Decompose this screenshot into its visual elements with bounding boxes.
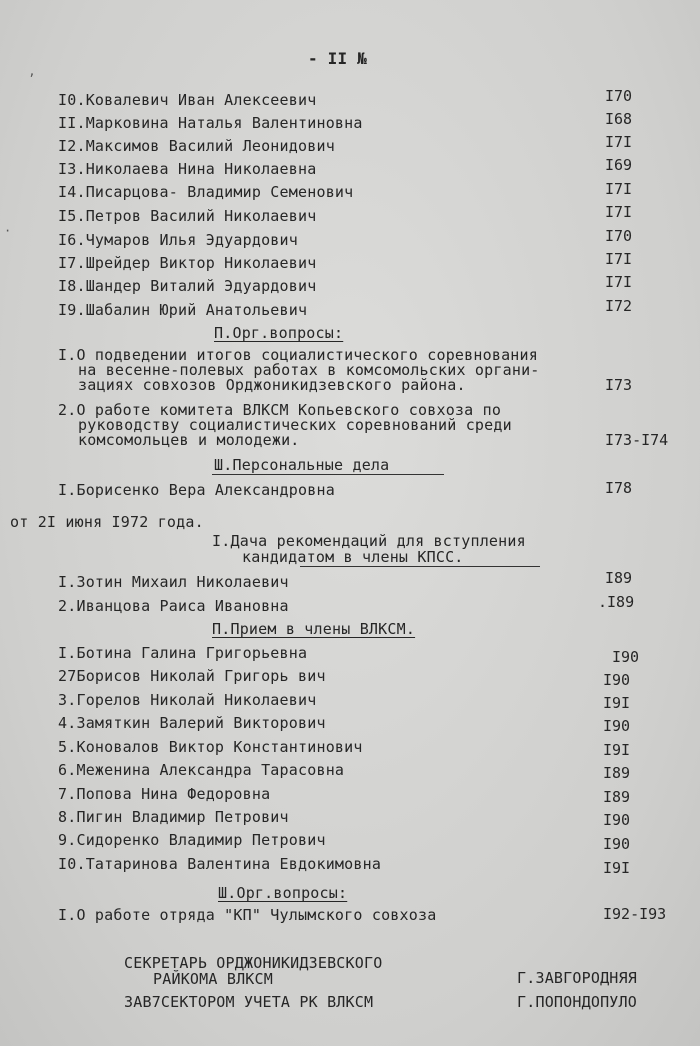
list-item: I.Ботина Галина Григорьевна [58,644,308,662]
page-ref: I7I [605,180,633,198]
page-ref: I73 [605,376,633,394]
date-heading: от 2I июня I972 года. [10,513,204,531]
list-item: I6.Чумаров Илья Эдуардович [58,231,298,249]
page-ref: I90 [603,811,631,829]
section-heading-personal: Ш.Персональные дела [214,456,390,474]
page-ref: I9I [603,741,631,759]
list-item: 4.Замяткин Валерий Викторович [58,714,326,732]
section-underline [212,474,444,475]
list-item: I.Зотин Михаил Николаевич [58,573,289,591]
list-item: 7.Попова Нина Федоровна [58,785,271,803]
page-ref: I89 [603,764,631,782]
page-ref: I92-I93 [603,905,667,923]
section-heading-admission: П.Прием в члены ВЛКСМ. [212,620,416,638]
list-item: I4.Писарцова- Владимир Семенович [58,183,354,201]
org1-item-2-line-1: 2.О работе комитета ВЛКСМ Копьевского совхоза по [58,401,502,419]
page-ref: I9I [603,859,631,877]
page-ref: I69 [605,156,633,174]
list-item: 3.Горелов Николай Николаевич [58,691,317,709]
section-heading-org2: Ш.Орг.вопросы: [218,884,348,902]
list-item: I3.Николаева Нина Николаевна [58,160,317,178]
org1-item-1-line-1: I.О подведении итогов социалистического соревнования [58,346,538,364]
page-ref: I90 [603,717,631,735]
page-ref: I70 [605,87,633,105]
page-ref: I9I [603,694,631,712]
list-item: 9.Сидоренко Владимир Петрович [58,831,326,849]
section-underline [300,566,540,567]
stray-mark: · [4,224,12,238]
page-ref: I73-I74 [605,431,669,449]
page-ref: I70 [605,227,633,245]
org1-item-1-line-2: на весенне-полевых работах в комсомольских органи- [78,361,540,379]
stray-mark: ʼ [28,72,36,86]
section-heading-org1: П.Орг.вопросы: [214,324,344,342]
page-ref: I89 [605,569,633,587]
list-item: I8.Шандер Виталий Эдуардович [58,277,317,295]
page-ref: I90 [612,648,640,666]
list-item: I9.Шабалин Юрий Анатольевич [58,301,308,319]
page-ref: I89 [603,788,631,806]
org1-item-2-line-2: руководству социалистических соревнований среди [78,416,512,434]
list-item: 2.Иванцова Раиса Ивановна [58,597,289,615]
list-item: I5.Петров Василий Николаевич [58,207,317,225]
signature-title-line-2: РАЙКОМА ВЛКСМ [153,970,273,988]
list-item: 8.Пигин Владимир Петрович [58,808,289,826]
list-item: I7.Шрейдер Виктор Николаевич [58,254,317,272]
list-item: I0.Татаринова Валентина Евдокимовна [58,855,382,873]
page-ref: I90 [603,671,631,689]
org1-item-1-line-3: зациях совхозов Орджоникидзевского района. [78,376,466,394]
list-item: I.О работе отряда "КП" Чулымского совхоза [58,906,437,924]
list-item: I2.Максимов Василий Леонидович [58,137,335,155]
page-number: - II № [308,49,367,68]
page-ref: I7I [605,273,633,291]
page-ref: I90 [603,835,631,853]
signature-title-line-3: ЗАВ7СЕКТОРОМ УЧЕТА РК ВЛКСМ [124,993,374,1011]
list-item: 5.Коновалов Виктор Константинович [58,738,363,756]
page-ref: .I89 [598,593,635,611]
page-ref: I7I [605,133,633,151]
page-ref: I7I [605,250,633,268]
page-ref: I68 [605,110,633,128]
list-item: II.Марковина Наталья Валентиновна [58,114,363,132]
page-ref: I72 [605,297,633,315]
signature-name-2: Г.ПОПОНДОПУЛО [517,993,637,1011]
section-heading-recommend-line-1: I.Дача рекомендаций для вступления [212,532,526,550]
section-heading-recommend-line-2: кандидатом в члены КПСС. [242,548,464,566]
page-ref: I78 [605,479,633,497]
list-item: 6.Меженина Александра Тарасовна [58,761,345,779]
signature-title-line-1: СЕКРЕТАРЬ ОРДЖОНИКИДЗЕВСКОГО [124,954,383,972]
list-item: I0.Ковалевич Иван Алексеевич [58,91,317,109]
list-item: 27Борисов Николай Григорь вич [58,667,326,685]
org1-item-2-line-3: комсомольцев и молодежи. [78,431,300,449]
signature-name-1: Г.ЗАВГОРОДНЯЯ [517,969,637,987]
page-ref: I7I [605,203,633,221]
list-item: I.Борисенко Вера Александровна [58,481,335,499]
